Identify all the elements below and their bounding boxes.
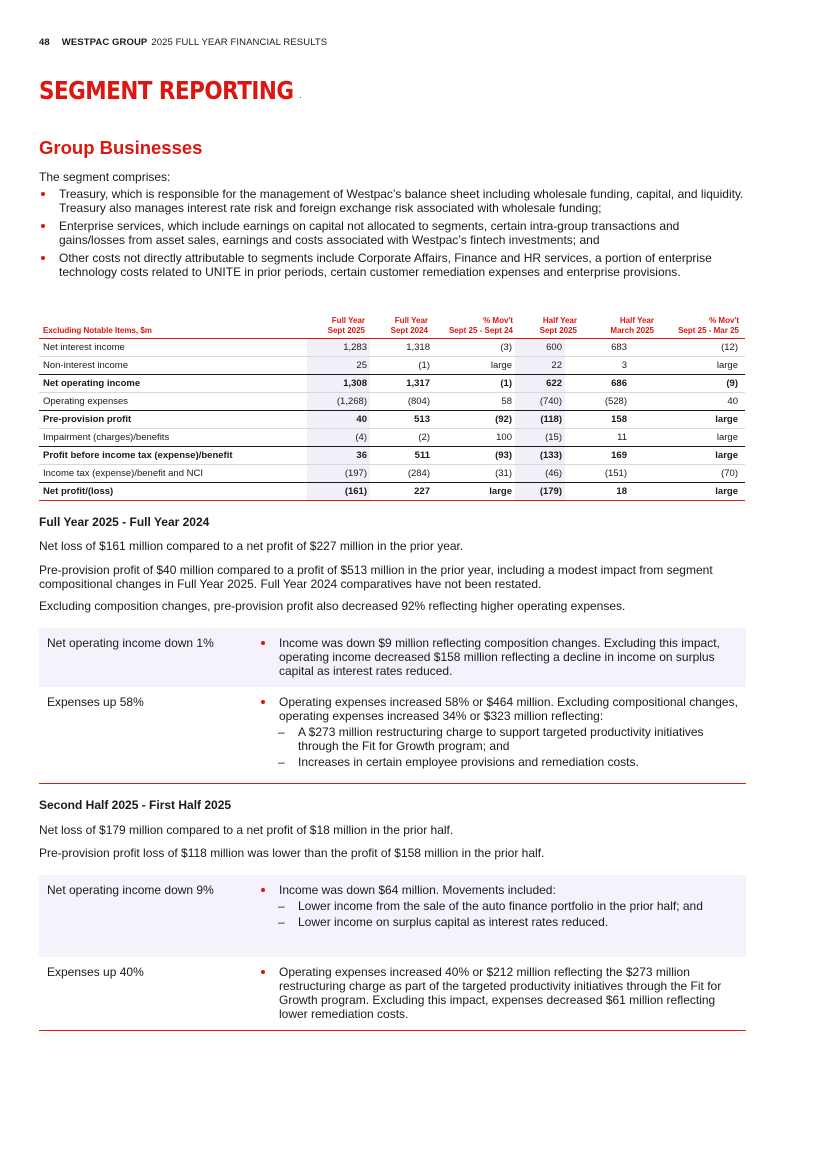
table-cell: 40 [307, 411, 370, 428]
table-cell: 1,283 [307, 339, 370, 356]
table-cell: 58 [501, 396, 512, 407]
bullet-icon [261, 888, 265, 892]
fy-paragraph-2: Pre-provision profit of $40 million compared to a profit of $513 million in the prior year, including a modest impact from segment compositional changes in Full Year 2025. Full Year 2024 comparatives have not been restated. [39, 563, 713, 591]
table-cell: (197) [307, 465, 370, 482]
table-cell: (4) [307, 429, 370, 446]
hy-row-text: Income was down $64 million. Movements included: – Lower income from the sale of the auto finance portfolio in the prior half; and – Lower income on surplus capital as interest rates reduced. [278, 883, 740, 929]
fy-paragraph-1: Net loss of $161 million compared to a net profit of $227 million in the prior year. [39, 539, 464, 553]
table-cell: (151) [604, 468, 627, 479]
table-cell: 40 [727, 396, 738, 407]
table-cell: 36 [307, 447, 370, 464]
page-header [39, 37, 327, 48]
page-number: 48 [39, 37, 50, 48]
column-header: % Mov't Sept 25 - Mar 25 [678, 316, 739, 335]
fy-row-label: Expenses up 58% [47, 695, 144, 709]
table-row [39, 483, 745, 501]
fy-heading: Full Year 2025 - Full Year 2024 [39, 515, 210, 529]
table-cell: (31) [495, 468, 512, 479]
bullet-icon [261, 641, 265, 645]
row-label: Net interest income [43, 342, 125, 353]
table-cell: 11 [617, 432, 627, 443]
table-cell: large [716, 432, 738, 443]
row-label: Impairment (charges)/benefits [43, 432, 170, 443]
table-cell: 227 [414, 486, 430, 497]
table-cell: 1,318 [406, 342, 430, 353]
column-header: Full Year Sept 2025 [327, 316, 365, 335]
table-cell: (2) [418, 432, 430, 443]
table-row [39, 393, 745, 411]
divider [39, 1030, 746, 1031]
segment-list [39, 187, 744, 283]
table-row [39, 429, 745, 447]
table-cell: 100 [496, 432, 512, 443]
table-header [39, 310, 745, 339]
table-body [39, 339, 745, 501]
row-label: Net profit/(loss) [43, 486, 114, 497]
divider [39, 783, 746, 784]
list-item: Enterprise services, which include earnings on capital not allocated to segments, certain intra-group transactions and gains/losses from asset sales, earnings and costs associated with Westpac’s fintech investments; and [39, 219, 744, 247]
bullet-icon [261, 700, 265, 704]
table-row [39, 411, 745, 429]
fy-row-text: Operating expenses increased 58% or $464 million. Excluding compositional changes, operating expenses increased 34% or $323 million reflecting: – A $273 million restructuring charge to support targeted productivity initiatives through the Fit for Growth program; and – Increases in certain employee provisions and remediation costs. [278, 695, 740, 769]
table-cell: (161) [307, 483, 370, 500]
table-cell: (1) [500, 378, 512, 389]
table-cell: (1,268) [307, 393, 370, 410]
financial-table [39, 310, 745, 501]
column-header: Half Year Sept 2025 [539, 316, 577, 335]
row-label: Profit before income tax (expense)/benefit [43, 450, 233, 461]
list-item: Other costs not directly attributable to segments include Corporate Affairs, Finance and HR services, a portion of enterprise technology costs related to UNITE in prior periods, certain customer remediation expenses and enterprise provisions. [39, 251, 744, 279]
table-cell: (46) [515, 465, 565, 482]
table-cell: 25 [307, 357, 370, 374]
table-cell: (15) [515, 429, 565, 446]
table-cell: (1) [418, 360, 430, 371]
row-label: Operating expenses [43, 396, 129, 407]
table-cell: (70) [721, 468, 738, 479]
table-cell: (12) [721, 342, 738, 353]
table-cell: (3) [500, 342, 512, 353]
table-cell: (179) [515, 483, 565, 500]
table-cell: (284) [407, 468, 430, 479]
fy-commentary-row [39, 628, 746, 687]
fy-paragraph-3: Excluding composition changes, pre-provision profit also decreased 92% reflecting higher operating expenses. [39, 599, 626, 613]
table-cell: large [715, 450, 738, 461]
table-cell: 622 [515, 375, 565, 392]
table-row [39, 375, 745, 393]
table-cell: (9) [726, 378, 738, 389]
row-label: Income tax (expense)/benefit and NCI [43, 468, 204, 479]
column-header: Half Year March 2025 [610, 316, 654, 335]
table-cell: (92) [495, 414, 512, 425]
table-cell: 600 [515, 339, 565, 356]
intro-text: The segment comprises: [39, 170, 171, 184]
hy-heading: Second Half 2025 - First Half 2025 [39, 798, 232, 812]
table-cell: large [715, 414, 738, 425]
table-cell: 158 [611, 414, 627, 425]
table-cell: 513 [414, 414, 430, 425]
report-name: 2025 FULL YEAR FINANCIAL RESULTS [151, 37, 328, 48]
table-row [39, 447, 745, 465]
table-cell: (804) [407, 396, 430, 407]
table-cell: 511 [414, 450, 430, 461]
table-cell: 3 [621, 360, 627, 371]
table-row [39, 465, 745, 483]
table-cell: 169 [611, 450, 627, 461]
table-cell: 1,308 [307, 375, 370, 392]
table-header-label: Excluding Notable Items, $m [43, 325, 152, 335]
table-row [39, 357, 745, 375]
table-cell: (528) [604, 396, 627, 407]
table-cell: (93) [495, 450, 512, 461]
row-label: Non-interest income [43, 360, 129, 371]
hy-paragraph-1: Net loss of $179 million compared to a net profit of $18 million in the prior half. [39, 823, 454, 837]
table-row [39, 339, 745, 357]
stray-mark [300, 97, 301, 98]
hy-commentary-row [39, 957, 746, 1031]
fy-commentary-row [39, 687, 746, 782]
fy-row-label: Net operating income down 1% [47, 636, 214, 650]
table-cell: 1,317 [406, 378, 430, 389]
fy-row-text: Income was down $9 million reflecting composition changes. Excluding this impact, operating income decreased $158 million reflecting a decline in income on surplus capital as interest rates reduced. [278, 636, 740, 678]
row-label: Net operating income [43, 378, 141, 389]
page-title: SEGMENT REPORTING [39, 76, 294, 105]
table-cell: 18 [616, 486, 627, 497]
table-cell: 686 [611, 378, 627, 389]
list-item: Treasury, which is responsible for the management of Westpac’s balance sheet including wholesale funding, capital, and liquidity. Treasury also manages interest rate risk and foreign exchange risk associated with wholesale funding; [39, 187, 744, 215]
hy-row-text: Operating expenses increased 40% or $212 million reflecting the $273 million restructuring charge as part of the targeted productivity initiatives through the Fit for Growth program. Excluding this impact, expenses decreased $61 million reflecting lower remediation costs. [278, 965, 740, 1021]
table-cell: 683 [611, 342, 627, 353]
company-name: WESTPAC GROUP [61, 37, 148, 48]
table-cell: (118) [515, 411, 565, 428]
table-cell: 22 [515, 357, 565, 374]
bullet-icon [261, 970, 265, 974]
row-label: Pre-provision profit [43, 414, 132, 425]
hy-row-label: Net operating income down 9% [47, 883, 214, 897]
hy-commentary-box [39, 875, 746, 1031]
table-cell: large [716, 360, 738, 371]
table-cell: (740) [515, 393, 565, 410]
hy-paragraph-2: Pre-provision profit loss of $118 million was lower than the profit of $158 million in the prior half. [39, 846, 545, 860]
section-subtitle: Group Businesses [39, 137, 203, 158]
column-header: % Mov't Sept 25 - Sept 24 [448, 316, 513, 335]
fy-commentary-box [39, 628, 746, 782]
table-cell: large [715, 486, 738, 497]
hy-row-label: Expenses up 40% [47, 965, 144, 979]
hy-commentary-row [39, 875, 746, 957]
column-header: Full Year Sept 2024 [390, 316, 428, 335]
table-cell: (133) [515, 447, 565, 464]
table-cell: large [489, 486, 512, 497]
table-cell: large [490, 360, 512, 371]
